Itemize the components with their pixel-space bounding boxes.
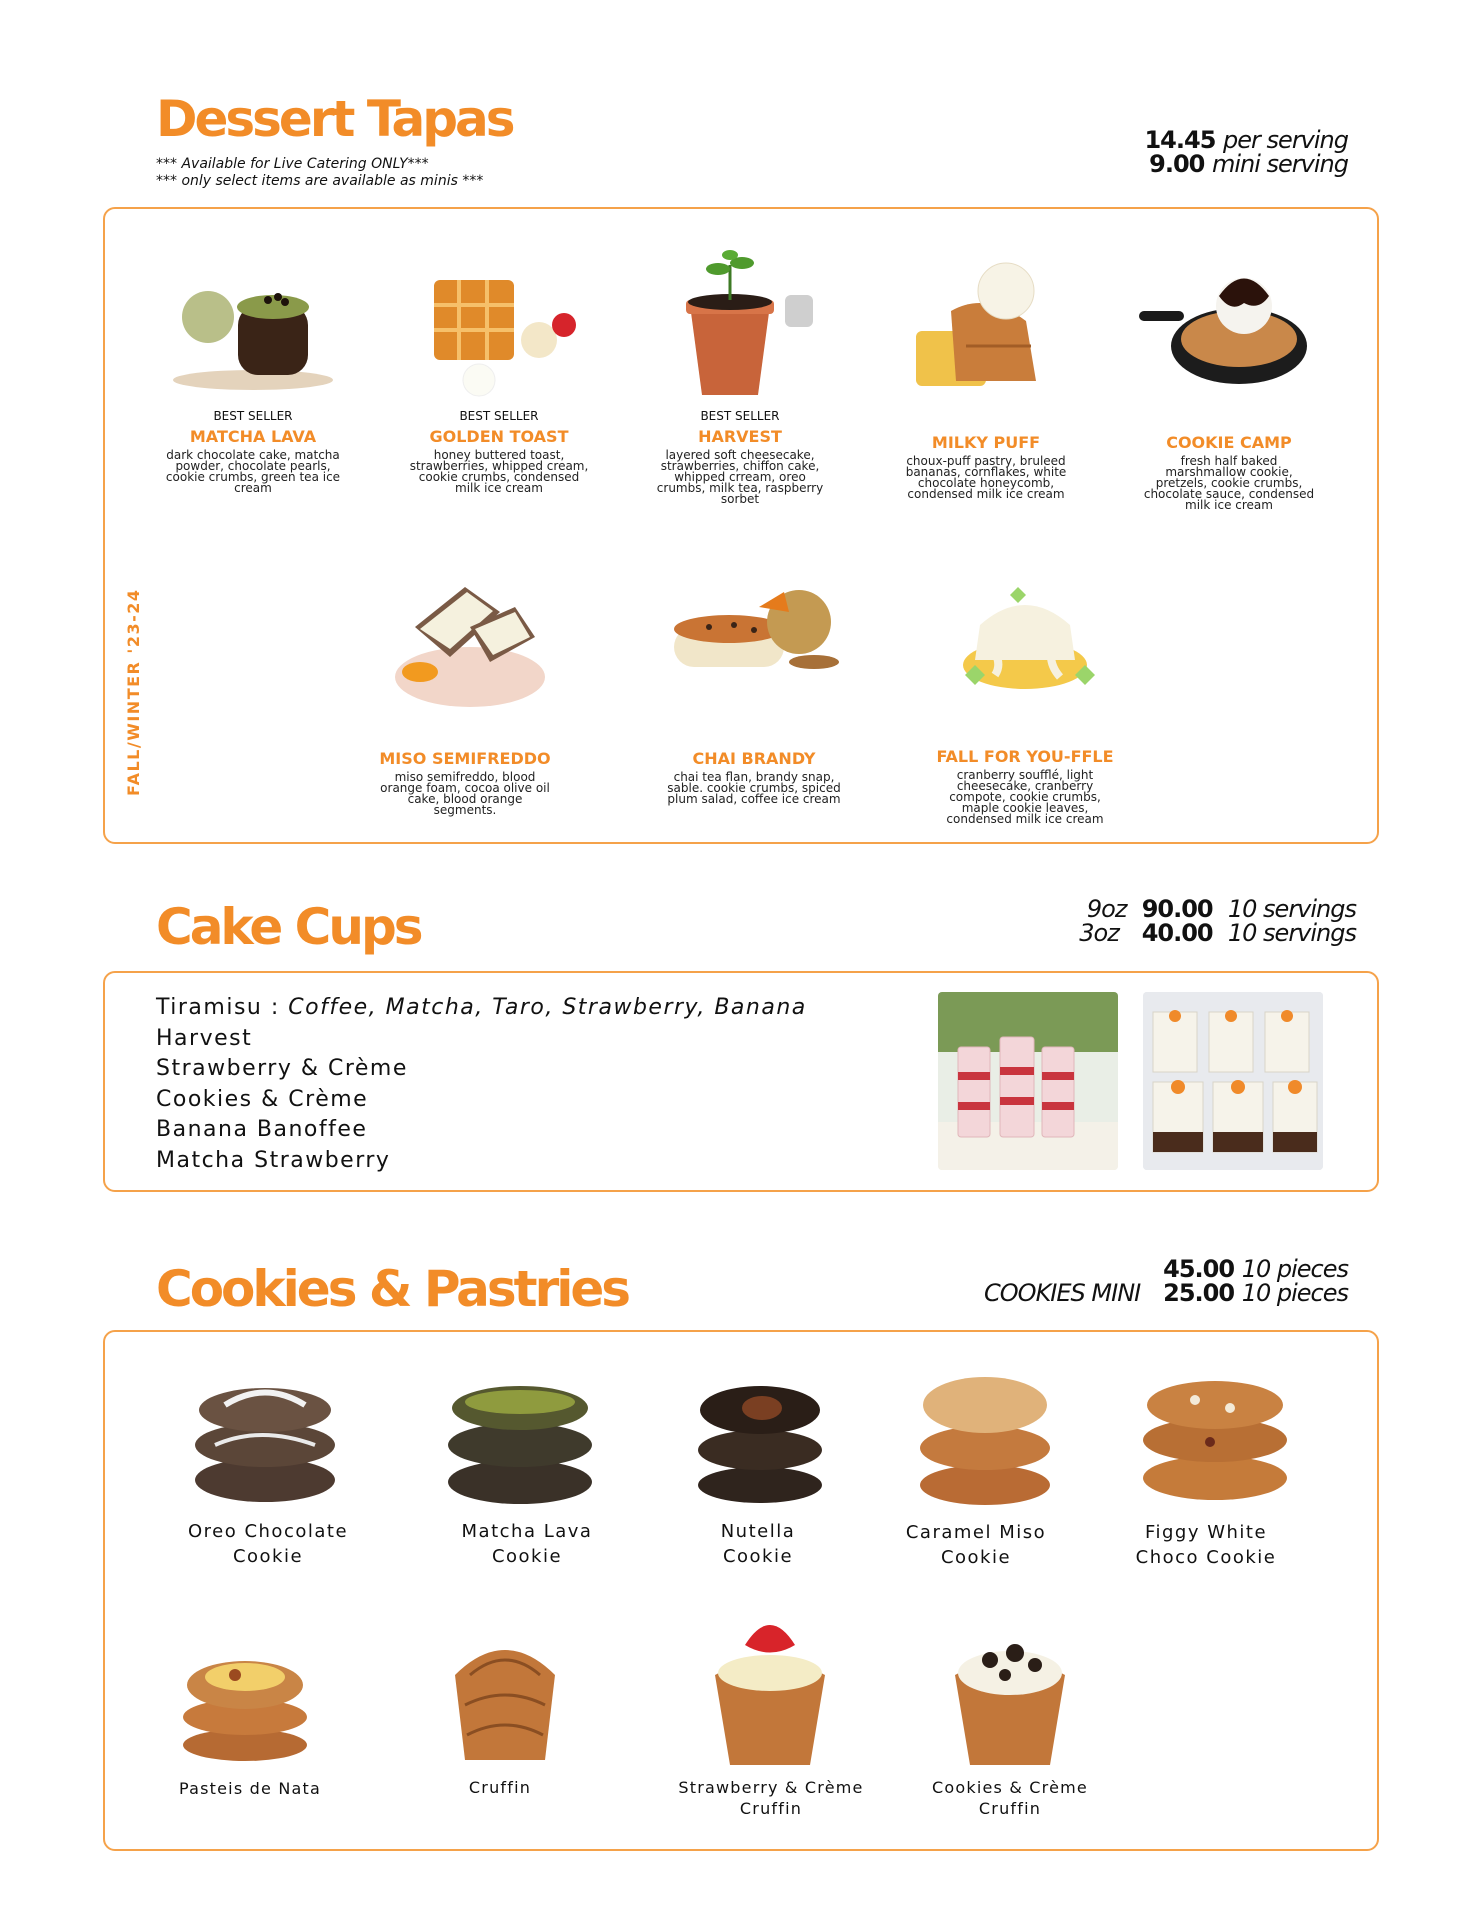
tapa-description: choux-puff pastry, bruleed bananas, cornflakes, white chocolate honeycomb, condensed milk ice cream [905,454,1067,501]
list-item [427,1519,627,1569]
tapas-price-serving: 14.45 [1144,126,1216,154]
tapa-name: MATCHA LAVA [189,427,317,446]
pastry-name-line1: Cookies & Crème [932,1778,1088,1797]
list-item: Matcha Strawberry [156,1147,391,1173]
list-item [876,1520,1076,1570]
cookie-name-line1: Caramel Miso [905,1522,1047,1543]
best-seller-badge: BEST SELLER [700,409,780,423]
list-item [400,1777,600,1798]
tapa-item [650,245,830,505]
tiramisu-label: Tiramisu : [156,995,280,1020]
pastry-name-line1: Strawberry & Crème [678,1778,864,1797]
cake-cups-photo-1 [938,992,1118,1170]
tapa-item [1139,251,1319,511]
cake-cups-list [156,993,807,1176]
oreo-chocolate-cookie-image [175,1350,355,1510]
cookie-name-line2: Cookie [940,1547,1012,1568]
tapa-description: honey buttered toast, strawberries, whipped cream, cookie crumbs, condensed milk ice cream [409,448,589,495]
tapa-badge [935,729,1115,745]
pastry-name-line2: Cruffin [978,1799,1042,1818]
list-item [150,1778,350,1799]
matcha-lava-image [163,245,343,405]
tapa-name: FALL FOR YOU-FFLE [936,747,1114,766]
season-label: FALL/WINTER '23-24 [124,588,143,796]
tapas-price-block [1144,128,1348,176]
cup-servings-large: 10 servings [1227,895,1356,923]
nutella-cookie-image [670,1350,850,1510]
list-item: Cookies & Crème [156,1086,369,1112]
cookies-price: 45.00 [1163,1255,1235,1283]
fall-for-you-ffle-image [935,565,1115,725]
tapas-price-serving-unit: per serving [1223,126,1348,154]
pasteis-de-nata-image [165,1615,325,1775]
cookies-pastries-title: Cookies & Pastries [156,1260,629,1318]
cake-cups-title: Cake Cups [156,898,421,956]
tapa-name: HARVEST [698,427,782,446]
cookies-price-block [984,1257,1348,1305]
list-item [910,1777,1110,1819]
chai-brandy-image [664,567,844,727]
tapa-description: miso semifreddo, blood orange foam, cocoa olive oil cake, blood orange segments. [380,770,550,817]
tapa-description: cranberry soufflé, light cheesecake, cranberry compote, cookie crumbs, maple cookie leaves, condensed milk ice cream [946,768,1104,826]
cup-size-large: 9oz [1086,895,1127,923]
cake-cups-price-block [1079,897,1356,945]
list-item [658,1519,858,1569]
cookie-name-line2: Cookie [722,1546,794,1567]
milky-puff-image [896,251,1076,411]
matcha-lava-cookie-image [430,1350,610,1510]
list-item [671,1777,871,1819]
cookie-name-line1: Matcha Lava [461,1521,593,1542]
list-item: Harvest [156,1025,253,1051]
cookie-name-line1: Figgy White [1144,1522,1268,1543]
tapa-description: chai tea flan, brandy snap, sable. cookie crumbs, spiced plum salad, coffee ice cream [667,770,841,806]
tapas-price-mini: 9.00 [1149,150,1205,178]
cookie-name-line2: Cookie [232,1546,304,1567]
harvest-image [650,245,830,405]
tapa-name: MISO SEMIFREDDO [379,749,551,768]
cup-price-large: 90.00 [1141,895,1213,923]
tapa-name: CHAI BRANDY [692,749,816,768]
tapa-description: fresh half baked marshmallow cookie, pretzels, cookie crumbs, chocolate sauce, condensed milk ice cream [1143,454,1315,512]
cup-servings-small: 10 servings [1227,919,1356,947]
best-seller-badge: BEST SELLER [459,409,539,423]
dessert-tapas-title: Dessert Tapas [156,90,513,148]
pastry-name-line1: Cruffin [468,1778,532,1797]
tapa-description: layered soft cheesecake, strawberries, chiffon cake, whipped crream, oreo crumbs, milk tea, raspberry sorbet [656,448,824,506]
pastry-name-line1: Pasteis de Nata [179,1779,321,1798]
list-item [168,1519,368,1569]
tapa-name: MILKY PUFF [931,433,1041,452]
cookie-name-line2: Cookie [491,1546,563,1567]
golden-toast-image [409,245,589,405]
tapas-note-live: *** Available for Live Catering ONLY*** [156,156,429,172]
tapa-badge [896,415,1076,431]
tapa-item [409,245,589,494]
tapa-item [163,245,343,494]
tapa-item [375,567,555,816]
tapa-name: GOLDEN TOAST [429,427,569,446]
cookie-name-line2: Choco Cookie [1135,1547,1277,1568]
list-item: Strawberry & Crème [156,1056,408,1081]
cookie-name-line1: Oreo Chocolate [187,1521,349,1542]
cookies-creme-cruffin-image [930,1605,1090,1775]
cookies-mini-pieces: 10 pieces [1241,1279,1348,1307]
tapa-item [664,567,844,805]
tapa-description: dark chocolate cake, matcha powder, chocolate pearls, cookie crumbs, green tea ice cream [165,448,341,495]
tapa-name: COOKIE CAMP [1166,433,1292,452]
tapa-badge [1139,415,1319,431]
tapa-item [896,251,1076,500]
tapa-badge [375,731,555,747]
cookies-mini-label: COOKIES MINI [984,1279,1141,1307]
list-item [1106,1520,1306,1570]
cruffin-image [425,1615,585,1775]
cookie-name-line1: Nutella [720,1521,796,1542]
cake-cups-photo-2 [1143,992,1323,1170]
best-seller-badge: BEST SELLER [213,409,293,423]
cookie-camp-image [1139,251,1319,411]
cup-price-small: 40.00 [1141,919,1213,947]
cookies-mini-price: 25.00 [1163,1279,1235,1307]
tapas-note-minis: *** only select items are available as minis *** [156,173,484,189]
strawberry-creme-cruffin-image [690,1605,850,1775]
tiramisu-flavors: Coffee, Matcha, Taro, Strawberry, Banana [288,995,807,1020]
tapa-badge [664,731,844,747]
tapas-notes [156,156,483,190]
cookies-pieces: 10 pieces [1241,1255,1348,1283]
tapa-item [935,565,1115,825]
figgy-white-choco-cookie-image [1125,1350,1305,1510]
miso-semifreddo-image [375,567,555,727]
tapas-price-mini-unit: mini serving [1211,150,1348,178]
list-item: Banana Banoffee [156,1117,368,1142]
caramel-miso-cookie-image [895,1350,1075,1510]
cup-size-small: 3oz [1079,919,1119,947]
pastry-name-line2: Cruffin [739,1799,803,1818]
list-item [156,993,807,1024]
